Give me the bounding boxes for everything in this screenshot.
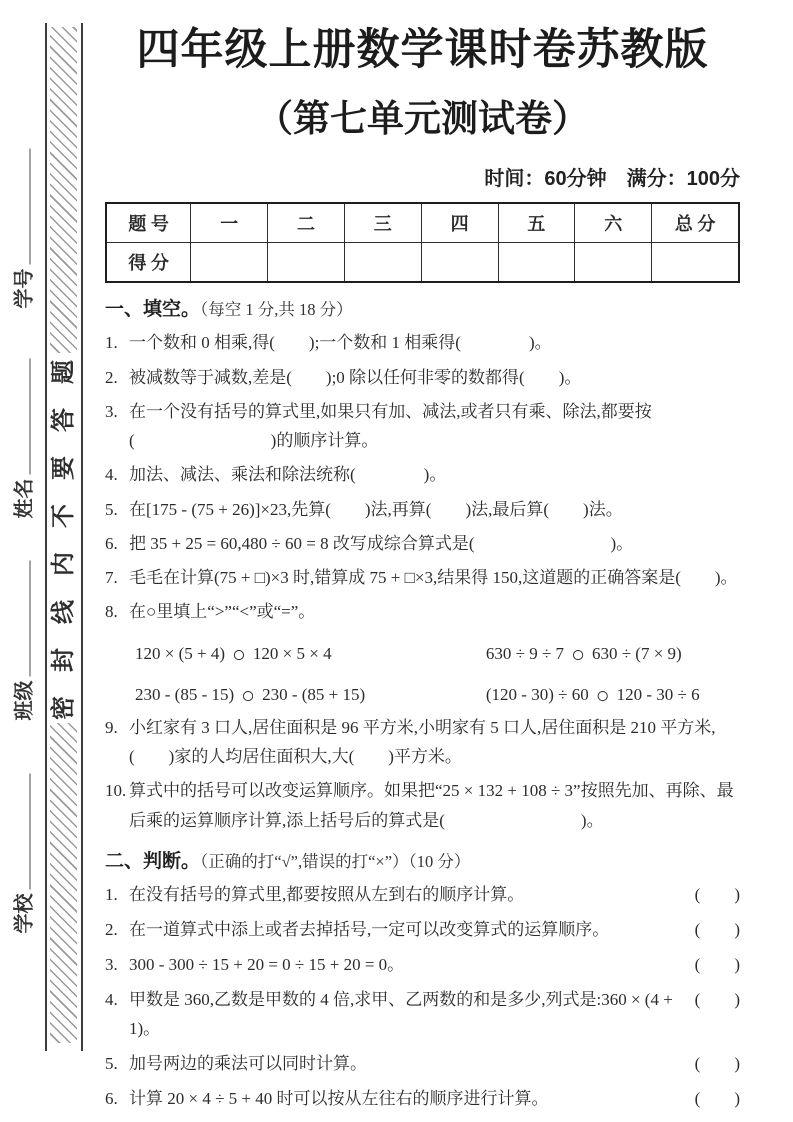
comparison-circle: ○ <box>241 682 256 708</box>
answer-bracket: ( ) <box>694 955 740 975</box>
comparison-item <box>135 640 486 667</box>
judge-text: 加号两边的乘法可以同时计算。 <box>129 1053 367 1073</box>
score-cell <box>191 242 268 282</box>
score-cell <box>421 242 498 282</box>
question-number: 5. <box>105 499 118 519</box>
score-cell <box>498 242 575 282</box>
comparison-left: 120 × (5 + 4) <box>135 643 225 663</box>
question-5 <box>105 495 740 524</box>
judge-item-2 <box>105 916 740 945</box>
comparison-item <box>486 640 740 667</box>
section-judge <box>105 848 740 1114</box>
section-one-heading <box>105 296 740 324</box>
judge-statement <box>105 1050 367 1079</box>
question-6 <box>105 529 740 558</box>
score-table-corner-label: 题 号 <box>106 203 191 243</box>
page-title: 四年级上册数学课时卷苏教版 <box>136 26 709 74</box>
comparison-left: 230 - (85 - 15) <box>135 684 235 704</box>
comparison-circle: ○ <box>571 641 585 667</box>
judge-text: 300 - 300 ÷ 15 + 20 = 0 ÷ 15 + 20 = 0。 <box>129 955 405 975</box>
judge-statement <box>105 916 609 945</box>
score-table-score-row <box>106 242 739 282</box>
judge-number: 5. <box>105 1053 118 1073</box>
section-two-note: （正确的打“√”,错误的打“×”）（10 分） <box>200 851 471 871</box>
student-name-field <box>8 349 37 519</box>
seal-char: 不 <box>51 504 77 528</box>
seal-char: 线 <box>51 600 77 624</box>
question-text: 在○里填上“>”“<”或“=”。 <box>129 602 316 622</box>
judge-statement <box>105 986 687 1044</box>
question-text: 算式中的括号可以改变运算顺序。如果把“25 × 132 + 108 ÷ 3”按照先加、再除、最后乘的运算顺序计算,添上括号后的算式是( )。 <box>129 781 734 830</box>
judge-statement <box>105 951 404 980</box>
question-number: 4. <box>105 465 118 485</box>
comparison-item <box>135 681 486 708</box>
comparison-item <box>486 681 740 708</box>
judge-text: 在一道算式中添上或者去掉括号,一定可以改变算式的运算顺序。 <box>129 920 610 940</box>
question-1 <box>105 328 740 357</box>
question-text: 小红家有 3 口人,居住面积是 96 平方米,小明家有 5 口人,居住面积是 210 平方米,( )家的人均居住面积大,大( )平方米。 <box>129 717 716 767</box>
class-blank-line <box>12 561 31 677</box>
question-number: 7. <box>105 568 118 588</box>
question-number: 2. <box>105 367 118 387</box>
score-cell <box>575 242 652 282</box>
question-8 <box>105 597 740 626</box>
score-table-col: 一 <box>191 203 268 243</box>
score-row-label: 得 分 <box>106 242 191 282</box>
score-table-col: 二 <box>268 203 345 243</box>
exam-meta: 时间：60分钟 满分：100分 <box>484 167 740 190</box>
section-two-heading <box>105 848 740 876</box>
comparison-left: (120 - 30) ÷ 60 <box>485 684 589 704</box>
student-number-blank-line <box>12 149 31 265</box>
question-number: 8. <box>105 602 118 622</box>
hatch-pattern-top <box>50 27 77 353</box>
page-subtitle: （第七单元测试卷） <box>256 98 589 140</box>
section-fill-in <box>105 296 740 835</box>
judge-item-1 <box>105 881 740 910</box>
judge-number: 4. <box>105 990 118 1010</box>
question-text: 加法、减法、乘法和除法统称( )。 <box>129 465 447 485</box>
section-one-note: （每空 1 分,共 18 分） <box>200 299 353 319</box>
comparison-right: 230 - (85 + 15) <box>262 684 366 704</box>
question-7 <box>105 563 740 592</box>
school-blank-line <box>12 774 31 890</box>
school-label: 学校 <box>13 893 36 934</box>
question-2 <box>105 363 740 392</box>
score-table-col: 六 <box>575 203 652 243</box>
answer-bracket: ( ) <box>694 990 740 1010</box>
section-two-title: 二、判断。 <box>105 850 201 872</box>
judge-text: 甲数是 360,乙数是甲数的 4 倍,求甲、乙两数的和是多少,列式是:360 × (4 + 1)。 <box>129 990 673 1038</box>
question-text: 一个数和 0 相乘,得( );一个数和 1 相乘得( )。 <box>129 333 552 353</box>
score-cell <box>344 242 421 282</box>
comparison-circle: ○ <box>232 641 246 667</box>
answer-bracket: ( ) <box>694 1053 740 1073</box>
score-table-col: 五 <box>498 203 575 243</box>
judge-item-5 <box>105 1050 740 1079</box>
score-table-col: 总 分 <box>652 203 739 243</box>
judge-item-4 <box>105 986 740 1044</box>
comparison-right: 120 - 30 ÷ 6 <box>616 684 700 704</box>
question-number: 1. <box>105 333 118 353</box>
judge-text: 计算 20 × 4 ÷ 5 + 40 时可以按从左往右的顺序进行计算。 <box>129 1088 549 1108</box>
student-number-label: 学号 <box>13 268 36 309</box>
question-number: 9. <box>105 717 118 737</box>
comparison-circle: ○ <box>595 682 610 708</box>
score-cell <box>652 242 739 282</box>
judge-number: 2. <box>105 920 118 940</box>
comparison-left: 630 ÷ 9 ÷ 7 <box>485 643 565 663</box>
question-3 <box>105 397 740 455</box>
seal-char: 题 <box>51 360 77 384</box>
question-number: 10. <box>105 781 127 801</box>
judge-number: 1. <box>105 885 118 905</box>
comparison-grid <box>135 640 740 708</box>
answer-bracket: ( ) <box>694 920 740 940</box>
score-table-header-row <box>106 203 739 243</box>
seal-char: 密 <box>51 696 77 720</box>
student-name-label: 姓名 <box>13 478 36 519</box>
question-text: 把 35 + 25 = 60,480 ÷ 60 = 8 改写成综合算式是( )。 <box>129 533 634 553</box>
seal-band <box>45 23 83 1051</box>
answer-bracket: ( ) <box>694 885 740 905</box>
question-number: 3. <box>105 401 118 421</box>
exam-content <box>105 26 740 1114</box>
class-label: 班级 <box>13 680 36 721</box>
question-text: 被减数等于减数,差是( );0 除以任何非零的数都得( )。 <box>129 367 582 387</box>
seal-text-column <box>47 360 81 720</box>
question-number: 6. <box>105 533 118 553</box>
question-10 <box>105 776 740 834</box>
judge-number: 6. <box>105 1088 118 1108</box>
score-table <box>105 202 740 283</box>
student-number-field <box>8 139 37 309</box>
question-4 <box>105 460 740 489</box>
seal-char: 封 <box>51 648 77 672</box>
judge-statement <box>105 1085 549 1114</box>
score-table-col: 四 <box>421 203 498 243</box>
judge-item-6 <box>105 1085 740 1114</box>
judge-number: 3. <box>105 955 118 975</box>
hatch-pattern-bottom <box>50 723 77 1043</box>
question-text: 在[175 - (75 + 26)]×23,先算( )法,再算( )法,最后算( )法。 <box>129 499 623 519</box>
class-field <box>8 551 37 721</box>
score-cell <box>268 242 345 282</box>
seal-char: 内 <box>51 552 77 576</box>
question-text: 在一个没有括号的算式里,如果只有加、减法,或者只有乘、除法,都要按( )的顺序计算。 <box>129 401 652 451</box>
seal-char: 答 <box>51 408 77 432</box>
judge-statement <box>105 881 524 910</box>
seal-char: 要 <box>51 456 77 480</box>
comparison-right: 120 × 5 × 4 <box>252 643 332 663</box>
student-name-blank-line <box>12 359 31 475</box>
section-one-title: 一、填空。 <box>105 298 201 320</box>
school-field <box>8 764 37 934</box>
judge-item-3 <box>105 951 740 980</box>
question-text: 毛毛在计算(75 + □)×3 时,错算成 75 + □×3,结果得 150,这道题的正确答案是( )。 <box>129 568 738 588</box>
judge-text: 在没有括号的算式里,都要按照从左到右的顺序计算。 <box>129 885 525 905</box>
score-table-col: 三 <box>344 203 421 243</box>
comparison-right: 630 ÷ (7 × 9) <box>591 643 682 663</box>
question-9 <box>105 713 740 771</box>
answer-bracket: ( ) <box>694 1088 740 1108</box>
